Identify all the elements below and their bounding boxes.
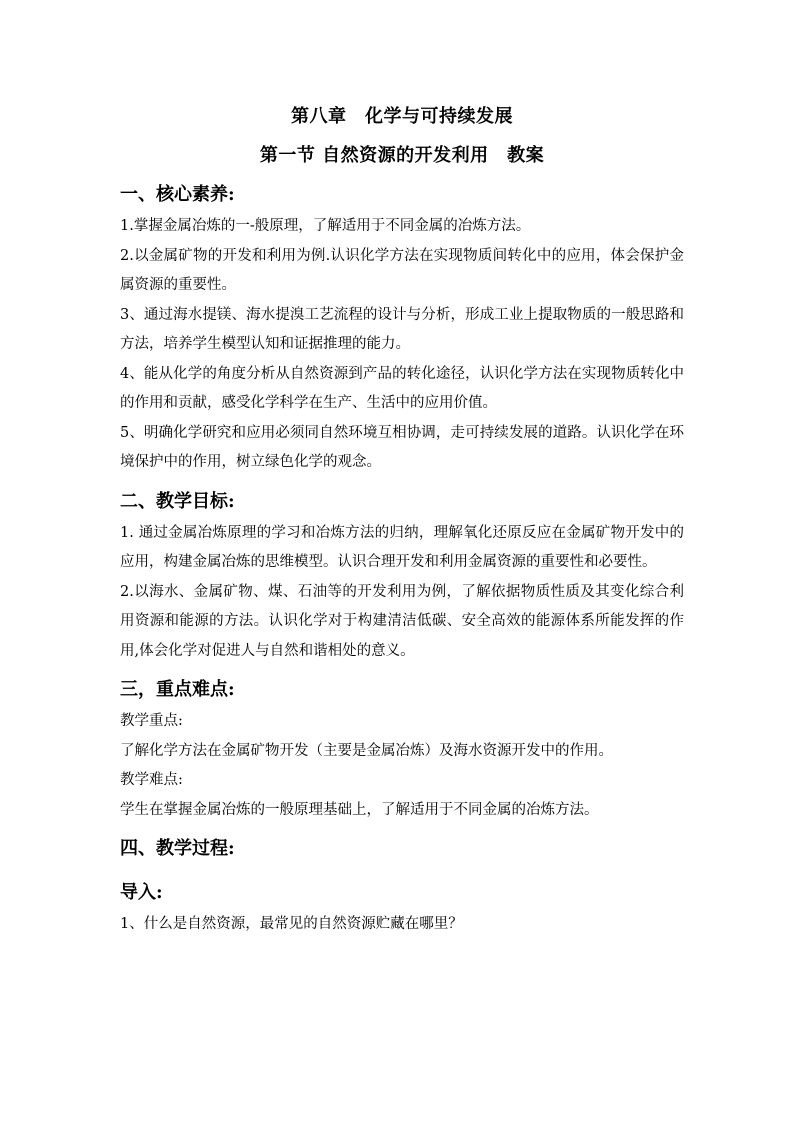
teaching-goal-item-1: 1. 通过金属冶炼原理的学习和冶炼方法的归纳，理解氧化还原反应在金属矿物开发中的应用，构建金属冶炼的思维模型。认识合理开发和利用金属资源的重要性和必要性。 — [120, 524, 684, 570]
teaching-focus-text: 了解化学方法在金属矿物开发（主要是金属冶炼）及海水资源开发中的作用。 — [120, 742, 613, 759]
teaching-focus-label: 教学重点: — [120, 713, 183, 729]
teaching-difficulty-text: 学生在掌握金属冶炼的一般原理基础上，了解适用于不同金属的冶炼方法。 — [120, 801, 599, 818]
heading-key-points: 三，重点难点: — [120, 679, 235, 700]
core-literacy-item-2: 2.以金属矿物的开发和利用为例.认识化学方法在实现物质间转化中的应用，体会保护金属资源的重要性。 — [120, 247, 684, 293]
chapter-title: 第八章 化学与可持续发展 — [291, 106, 513, 127]
core-literacy-item-5: 5、明确化学研究和应用必须同自然环境互相协调，走可持续发展的道路。认识化学在环境保护中的作用，树立绿色化学的观念。 — [120, 424, 684, 470]
process-item-1: 1、什么是自然资源，最常见的自然资源贮藏在哪里？ — [120, 916, 463, 932]
heading-teaching-process: 四、教学过程: — [120, 838, 235, 859]
section-title: 第一节 自然资源的开发利用 教案 — [259, 145, 545, 166]
intro-heading: 导入: — [120, 882, 163, 903]
heading-core-literacy: 一、核心素养: — [120, 184, 235, 205]
teaching-goal-item-2: 2.以海水、金属矿物、煤、石油等的开发利用为例，了解依据物质性质及其变化综合利用资源和能源的方法。认识化学对于构建清洁低碳、安全高效的能源体系所能发挥的作用,体会化学对促进人与自然和谐相处的意义。 — [120, 583, 684, 659]
core-literacy-item-3: 3、通过海水提镁、海水提溴工艺流程的设计与分析，形成工业上提取物质的一般思路和方法，培养学生模型认知和证据推理的能力。 — [120, 306, 684, 352]
teaching-difficulty-label: 教学难点: — [120, 772, 183, 788]
core-literacy-item-4: 4、能从化学的角度分析从自然资源到产品的转化途径，认识化学方法在实现物质转化中的作用和贡献，感受化学科学在生产、生活中的应用价值。 — [120, 365, 684, 411]
core-literacy-item-1: 1.掌握金属冶炼的一-般原理，了解适用于不同金属的冶炼方法。 — [120, 218, 531, 234]
heading-teaching-goals: 二、教学目标: — [120, 490, 235, 512]
